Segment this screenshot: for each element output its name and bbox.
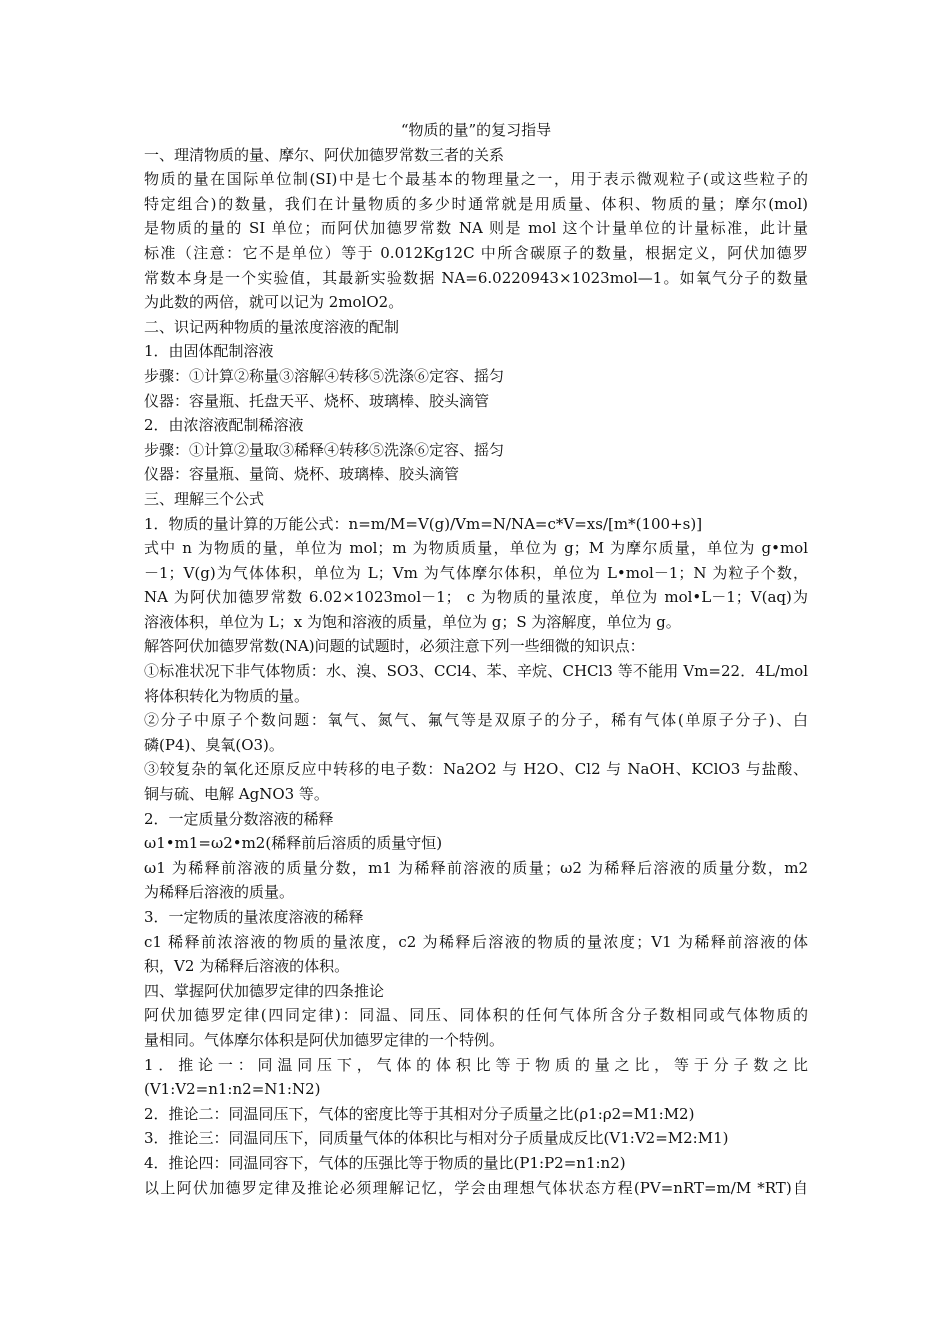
document-body (144, 143, 808, 1201)
text-line: 标准（注意：它不是单位）等于 0.012Kg12C 中所含碳原子的数量，根据定义，阿伏加德罗 (144, 243, 808, 262)
text-line: 4．推论四：同温同容下，气体的压强比等于物质的量比(P1:P2=n1:n2) (144, 1153, 626, 1172)
text-line: 2．推论二：同温同压下，气体的密度比等于其相对分子质量之比(ρ1:ρ2=M1:M2) (144, 1104, 695, 1123)
text-line: ω1 为稀释前溶液的质量分数，m1 为稀释前溶液的质量；ω2 为稀释后溶液的质量分数，m2 (144, 858, 808, 877)
text-line: ③较复杂的氧化还原反应中转移的电子数：Na2O2 与 H2O、Cl2 与 NaOH、KClO3 与盐酸、 (144, 760, 808, 779)
text-line: 常数本身是一个实验值，其最新实验数据 NA=6.0220943×1023mol—1。如氧气分子的数量 (144, 268, 808, 287)
text-line: 为此数的两倍，就可以记为 2molO2。 (144, 293, 404, 312)
text-line: 铜与硫、电解 AgNO3 等。 (144, 785, 329, 804)
text-line: 步骤：①计算②量取③稀释④转移⑤洗涤⑥定容、摇匀 (144, 440, 505, 459)
text-line: 1．由固体配制溶液 (144, 342, 274, 361)
text-line: 1．物质的量计算的万能公式：n=m/M=V(g)/Vm=N/NA=c*V=xs/[m*(100+s)] (144, 514, 703, 533)
text-line: 1．推论一：同温同压下，气体的体积比等于物质的量之比，等于分子数之比 (144, 1055, 808, 1074)
text-line: 二、识记两种物质的量浓度溶液的配制 (144, 317, 400, 336)
text-line: －1；V(g)为气体体积，单位为 L；Vm 为气体摩尔体积，单位为 L•mol－1；N 为粒子个数， (144, 563, 808, 582)
text-line: 溶液体积，单位为 L；x 为饱和溶液的质量，单位为 g；S 为溶解度，单位为 g。 (144, 612, 681, 631)
text-line: 仪器：容量瓶、托盘天平、烧杯、玻璃棒、胶头滴管 (144, 391, 490, 410)
text-line: ω1•m1=ω2•m2(稀释前后溶质的质量守恒) (144, 834, 443, 853)
text-line: 四、掌握阿伏加德罗定律的四条推论 (144, 981, 385, 1000)
text-line: 解答阿伏加德罗常数(NA)问题的试题时，必须注意下列一些细微的知识点： (144, 637, 645, 656)
text-line: (V1:V2=n1:n2=N1:N2) (144, 1080, 321, 1099)
text-line: 步骤：①计算②称量③溶解④转移⑤洗涤⑥定容、摇匀 (144, 366, 505, 385)
text-line: 物质的量在国际单位制(SI)中是七个最基本的物理量之一，用于表示微观粒子(或这些粒子的 (144, 170, 808, 189)
text-line: 是物质的量的 SI 单位；而阿伏加德罗常数 NA 则是 mol 这个计量单位的计量标准，此计量 (144, 219, 808, 238)
text-line: 特定组合)的数量，我们在计量物质的多少时通常就是用质量、体积、物质的量；摩尔(mol) (144, 194, 808, 213)
document-page (144, 118, 808, 1200)
text-line: 量相同。气体摩尔体积是阿伏加德罗定律的一个特例。 (144, 1030, 505, 1049)
text-line: 将体积转化为物质的量。 (144, 686, 310, 705)
text-line: 3．一定物质的量浓度溶液的稀释 (144, 908, 364, 926)
text-line: 磷(P4)、臭氧(O3)。 (144, 735, 284, 754)
text-line: 一、理清物质的量、摩尔、阿伏加德罗常数三者的关系 (144, 145, 505, 164)
text-line: 为稀释后溶液的质量。 (144, 883, 295, 902)
text-line: 积，V2 为稀释后溶液的体积。 (144, 957, 350, 976)
text-line: ①标准状况下非气体物质：水、溴、SO3、CCl4、苯、辛烷、CHCl3 等不能用 Vm=22．4L/mol (144, 662, 808, 681)
text-line: ②分子中原子个数问题：氧气、氮气、氟气等是双原子的分子，稀有气体(单原子分子)、白 (144, 711, 808, 730)
text-line: 2．由浓溶液配制稀溶液 (144, 416, 304, 435)
text-line: NA 为阿伏加德罗常数 6.02×1023mol－1； c 为物质的量浓度，单位为 mol•L－1；V(aq)为 (144, 588, 808, 607)
text-line: 2．一定质量分数溶液的稀释 (144, 809, 334, 828)
text-line: 三、理解三个公式 (144, 489, 265, 508)
text-line: 3．推论三：同温同压下，同质量气体的体积比与相对分子质量成反比(V1:V2=M2:M1) (144, 1129, 729, 1148)
text-line: 式中 n 为物质的量，单位为 mol；m 为物质质量，单位为 g；M 为摩尔质量，单位为 g•mol (144, 539, 808, 558)
text-line: 阿伏加德罗定律(四同定律)：同温、同压、同体积的任何气体所含分子数相同或气体物质的 (144, 1006, 808, 1025)
text-line: c1 稀释前浓溶液的物质的量浓度，c2 为稀释后溶液的物质的量浓度；V1 为稀释前溶液的体 (144, 932, 808, 951)
text-line: 以上阿伏加德罗定律及推论必须理解记忆，学会由理想气体状态方程(PV=nRT=m/M *RT)自 (144, 1178, 808, 1197)
text-line: 仪器：容量瓶、量筒、烧杯、玻璃棒、胶头滴管 (144, 465, 460, 484)
document-title: “物质的量”的复习指导 (400, 121, 552, 139)
